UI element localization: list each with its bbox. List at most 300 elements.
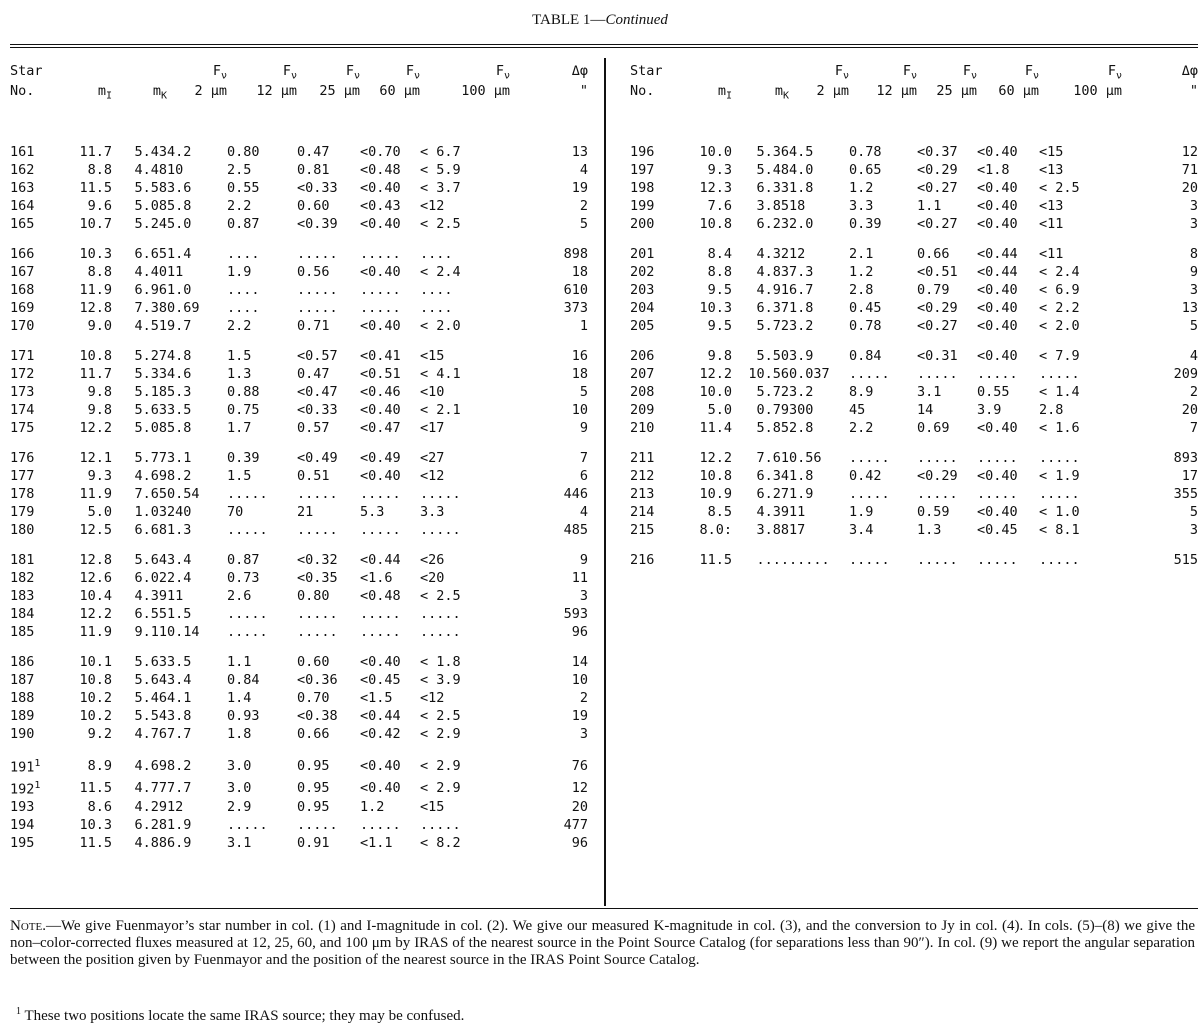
cell-delta-phi: 17 (1181, 468, 1198, 485)
table-row (10, 587, 588, 605)
cell-f-2um: 1.8 (789, 300, 814, 317)
right-header-delta-phi-line1: Δφ (1181, 63, 1198, 79)
cell-f-60um: ..... (360, 300, 401, 317)
cell-f-2um: 3.9 (789, 348, 814, 365)
cell-f-12um: ..... (227, 624, 268, 641)
left-group-gap (10, 233, 588, 245)
cell-m-i: 9.0 (87, 318, 112, 335)
cell-f-2um: 1.5 (167, 606, 192, 623)
cell-f-60um: <0.44 (360, 552, 401, 569)
cell-f-12um: ..... (227, 486, 268, 503)
cell-f-100um: < 2.4 (420, 264, 461, 281)
cell-delta-phi: 96 (571, 835, 588, 852)
cell-star-no: 207 (630, 366, 655, 383)
cell-m-i: 9.5 (707, 282, 732, 299)
cell-star-no: 180 (10, 522, 35, 539)
cell-delta-phi: 9 (1189, 264, 1198, 281)
cell-f-12um: 0.65 (849, 162, 882, 179)
left-header-f-25um-line1: $F_\nu$ (345, 63, 360, 82)
cell-star-no: 172 (10, 366, 35, 383)
right-header-m-k-line2: $m_K$ (774, 82, 789, 102)
table-row (10, 383, 588, 401)
cell-m-k: 6.68 (134, 522, 167, 539)
cell-m-i: 9.8 (87, 402, 112, 419)
right-header-m-i-line2: $m_I$ (717, 82, 732, 102)
cell-star-no: 197 (630, 162, 655, 179)
cell-f-25um: <0.49 (297, 450, 338, 467)
cell-f-25um: 0.80 (297, 588, 330, 605)
cell-f-25um: <0.33 (297, 180, 338, 197)
table-row (630, 485, 1198, 503)
cell-delta-phi: 373 (563, 300, 588, 317)
cell-f-12um: 0.78 (849, 144, 882, 161)
cell-f-2um: 2.4 (167, 570, 192, 587)
left-header-m-i-line1 (60, 64, 112, 84)
cell-f-60um: <0.40 (977, 300, 1018, 317)
cell-f-60um: <0.40 (360, 468, 401, 485)
cell-delta-phi: 2 (579, 198, 588, 215)
cell-m-k: 4.32 (756, 246, 789, 263)
cell-m-i: 11.5 (79, 779, 112, 796)
cell-delta-phi: 477 (563, 817, 588, 834)
cell-m-i: 11.4 (699, 420, 732, 437)
table-row (630, 503, 1198, 521)
cell-star-no: 208 (630, 384, 655, 401)
cell-f-12um: 1.8 (227, 726, 252, 743)
left-header-f-25um-line2: 25 μm (319, 82, 360, 99)
cell-m-i: 5.0 (87, 504, 112, 521)
cell-f-60um: <0.45 (360, 672, 401, 689)
cell-f-100um: <26 (420, 552, 445, 569)
cell-delta-phi: 610 (563, 282, 588, 299)
cell-f-12um: 3.4 (849, 522, 874, 539)
cell-f-25um: 0.79 (917, 282, 950, 299)
cell-f-100um: <12 (420, 198, 445, 215)
cell-delta-phi: 5 (1189, 318, 1198, 335)
cell-f-60um: <0.40 (977, 282, 1018, 299)
cell-f-12um: 1.2 (849, 180, 874, 197)
cell-f-25um: 0.71 (297, 318, 330, 335)
cell-m-k: 5.24 (134, 216, 167, 233)
table-row (10, 623, 588, 641)
table-row (10, 263, 588, 281)
cell-delta-phi: 5 (579, 216, 588, 233)
cell-f-60um: <0.40 (977, 468, 1018, 485)
cell-star-no: 163 (10, 180, 35, 197)
cell-m-i: 11.5 (79, 180, 112, 197)
cell-f-100um: < 2.5 (1039, 180, 1080, 197)
cell-m-k: 9.11 (134, 624, 167, 641)
cell-f-25um: <0.39 (297, 216, 338, 233)
cell-m-k: .... (756, 552, 789, 569)
cell-delta-phi: 3 (1189, 198, 1198, 215)
table-row (630, 365, 1198, 383)
cell-f-12um: 0.73 (227, 570, 260, 587)
cell-f-100um: <15 (1039, 144, 1064, 161)
cell-m-i: 10.0 (699, 384, 732, 401)
cell-delta-phi: 19 (571, 180, 588, 197)
left-table-panel (10, 64, 600, 852)
cell-f-60um: <0.40 (977, 420, 1018, 437)
cell-f-2um: 8.2 (167, 758, 192, 775)
cell-f-60um: <0.70 (360, 144, 401, 161)
cell-f-100um: <20 (420, 570, 445, 587)
cell-m-i: 11.5 (699, 552, 732, 569)
cell-f-12um: .... (227, 246, 260, 263)
table-row (10, 503, 588, 521)
left-header-star-no-line1: Star (10, 63, 43, 79)
right-header-delta-phi-line2: " (1189, 82, 1198, 99)
cell-delta-phi: 20 (1181, 402, 1198, 419)
table-row (10, 551, 588, 569)
right-table-panel (630, 64, 1198, 569)
cell-f-2um: 300 (789, 402, 814, 419)
cell-f-60um: ..... (360, 624, 401, 641)
cell-m-i: 10.8 (699, 468, 732, 485)
cell-m-i: 10.0 (699, 144, 732, 161)
cell-m-k: 4.88 (134, 835, 167, 852)
table-row (10, 347, 588, 365)
cell-m-k: 5.46 (134, 690, 167, 707)
left-header-m-k-line1 (112, 64, 167, 84)
cell-f-100um: < 6.7 (420, 144, 461, 161)
right-header-m-i-line1 (680, 64, 732, 84)
cell-star-no: 169 (10, 300, 35, 317)
cell-m-i: 10.8 (79, 348, 112, 365)
cell-f-60um: <0.40 (977, 144, 1018, 161)
cell-delta-phi: 446 (563, 486, 588, 503)
cell-star-no: 166 (10, 246, 35, 263)
right-group-gap (630, 539, 1198, 551)
cell-star-no: 203 (630, 282, 655, 299)
cell-star-no: 177 (10, 468, 35, 485)
cell-f-100um: < 2.2 (1039, 300, 1080, 317)
table-row (10, 317, 588, 335)
cell-m-k: 6.28 (134, 817, 167, 834)
cell-m-i: 9.6 (87, 198, 112, 215)
cell-f-100um: < 2.9 (420, 726, 461, 743)
cell-delta-phi: 12 (1181, 144, 1198, 161)
cell-m-i: 8.6 (87, 799, 112, 816)
cell-f-25um: 0.81 (297, 162, 330, 179)
cell-f-60um: <0.44 (977, 264, 1018, 281)
cell-m-i: 10.2 (79, 690, 112, 707)
cell-f-2um: 1.9 (167, 817, 192, 834)
cell-f-25um: <0.32 (297, 552, 338, 569)
cell-f-25um: 0.66 (917, 246, 950, 263)
cell-f-2um: 2.0 (789, 216, 814, 233)
table-row (630, 263, 1198, 281)
cell-f-25um: 0.59 (917, 504, 950, 521)
cell-m-k: 7.61 (756, 450, 789, 467)
cell-star-no: 184 (10, 606, 35, 623)
cell-m-i: 8.5 (707, 504, 732, 521)
table-row (10, 569, 588, 587)
cell-m-k: 4.39 (756, 504, 789, 521)
cell-m-i: 10.3 (79, 817, 112, 834)
cell-f-100um: <15 (420, 348, 445, 365)
cell-f-60um: <0.40 (977, 348, 1018, 365)
cell-f-25um: 0.95 (297, 758, 330, 775)
cell-m-i: 11.7 (79, 144, 112, 161)
cell-f-2um: 11 (167, 588, 184, 605)
cell-f-25um: <0.37 (917, 144, 958, 161)
left-group-gap (10, 539, 588, 551)
cell-star-no: $192^1$ (10, 779, 41, 798)
top-rule-1 (10, 44, 1198, 45)
cell-star-no: 164 (10, 198, 35, 215)
cell-m-i: 9.8 (87, 384, 112, 401)
cell-f-2um: 0.69 (167, 300, 200, 317)
cell-delta-phi: 898 (563, 246, 588, 263)
cell-f-12um: 1.4 (227, 690, 252, 707)
table-title-continued: Continued (605, 12, 668, 28)
cell-f-12um: ..... (849, 486, 890, 503)
cell-f-2um: 4.2 (167, 144, 192, 161)
cell-star-no: 178 (10, 486, 35, 503)
cell-m-i: 7.6 (707, 198, 732, 215)
cell-f-2um: 3.8 (167, 708, 192, 725)
cell-f-12um: 0.87 (227, 216, 260, 233)
cell-f-100um: < 8.1 (1039, 522, 1080, 539)
cell-m-k: 4.51 (134, 318, 167, 335)
cell-f-2um: 10 (167, 162, 184, 179)
cell-f-100um: < 1.8 (420, 654, 461, 671)
cell-f-2um: 3.4 (167, 672, 192, 689)
table-row (10, 725, 588, 743)
cell-f-12um: 2.9 (227, 799, 252, 816)
cell-f-100um: < 6.9 (1039, 282, 1080, 299)
cell-delta-phi: 11 (571, 570, 588, 587)
cell-star-no: 211 (630, 450, 655, 467)
cell-star-no: 210 (630, 420, 655, 437)
cell-f-60um: <0.40 (977, 318, 1018, 335)
table-row (10, 245, 588, 263)
cell-star-no: 198 (630, 180, 655, 197)
footnote-mark: 1 (16, 1006, 21, 1017)
cell-f-25um: 0.95 (297, 779, 330, 796)
cell-f-60um: <0.40 (977, 180, 1018, 197)
cell-f-2um: ..... (789, 552, 830, 569)
cell-f-100um: <27 (420, 450, 445, 467)
cell-f-60um: <0.46 (360, 384, 401, 401)
cell-star-no: 187 (10, 672, 35, 689)
cell-delta-phi: 5 (579, 384, 588, 401)
top-rule-2 (10, 47, 1198, 48)
cell-f-100um: ..... (420, 486, 461, 503)
cell-f-2um: 8.2 (167, 468, 192, 485)
cell-m-i: 10.2 (79, 708, 112, 725)
right-header-star-no-line1: Star (630, 63, 663, 79)
table-row (630, 245, 1198, 263)
cell-f-2um: 1.8 (789, 180, 814, 197)
cell-star-no: 171 (10, 348, 35, 365)
cell-f-12um: 45 (849, 402, 866, 419)
cell-f-25um: ..... (297, 624, 338, 641)
cell-f-12um: ..... (227, 817, 268, 834)
cell-f-100um: < 5.9 (420, 162, 461, 179)
table-row (630, 467, 1198, 485)
cell-f-2um: 5.3 (167, 384, 192, 401)
cell-f-2um: 3.1 (167, 450, 192, 467)
cell-star-no: 216 (630, 552, 655, 569)
cell-f-12um: 1.1 (227, 654, 252, 671)
cell-f-2um: 3.6 (167, 180, 192, 197)
left-header-delta-phi-line2: " (579, 82, 588, 99)
cell-f-60um: ..... (360, 246, 401, 263)
cell-m-k: 3.88 (756, 522, 789, 539)
cell-star-no: 193 (10, 799, 35, 816)
cell-f-25um: <0.36 (297, 672, 338, 689)
column-divider (604, 58, 606, 906)
cell-f-25um: ..... (297, 522, 338, 539)
cell-star-no: 179 (10, 504, 35, 521)
cell-f-60um: <1.1 (360, 835, 393, 852)
cell-delta-phi: 96 (571, 624, 588, 641)
cell-f-100um: .... (420, 300, 453, 317)
cell-f-12um: 0.84 (849, 348, 882, 365)
cell-f-12um: 2.2 (227, 318, 252, 335)
cell-f-2um: 240 (167, 504, 192, 521)
cell-delta-phi: 20 (1181, 180, 1198, 197)
table-note (10, 918, 1195, 969)
cell-delta-phi: 6 (579, 468, 588, 485)
right-header-m-k-line1 (732, 64, 789, 84)
cell-f-25um: <0.31 (917, 348, 958, 365)
cell-m-i: 9.3 (87, 468, 112, 485)
cell-delta-phi: 19 (571, 708, 588, 725)
cell-f-25um: 1.3 (917, 522, 942, 539)
cell-f-25um: ..... (297, 817, 338, 834)
cell-m-k: 6.37 (756, 300, 789, 317)
left-header-m-k-line2: $m_K$ (152, 82, 167, 102)
cell-f-2um: 6.9 (167, 835, 192, 852)
cell-f-25um: 0.60 (297, 198, 330, 215)
cell-m-k: 5.63 (134, 654, 167, 671)
cell-f-25um: <0.27 (917, 216, 958, 233)
cell-f-25um: 0.70 (297, 690, 330, 707)
cell-f-12um: 0.75 (227, 402, 260, 419)
cell-star-no: 206 (630, 348, 655, 365)
table-title-main: TABLE 1— (532, 12, 606, 28)
cell-m-k: 5.08 (134, 198, 167, 215)
right-header-f-100um-line1: $F_\nu$ (1107, 63, 1122, 82)
table-row (10, 605, 588, 623)
cell-f-100um: ..... (1039, 552, 1080, 569)
cell-f-25um: <0.51 (917, 264, 958, 281)
table-row (10, 365, 588, 383)
cell-m-i: 8.4 (707, 246, 732, 263)
bottom-rule (10, 908, 1198, 909)
cell-f-25um: <0.33 (297, 402, 338, 419)
cell-f-2um: 3.5 (167, 654, 192, 671)
cell-f-60um: <0.40 (360, 216, 401, 233)
cell-f-2um: 17 (789, 522, 806, 539)
cell-f-60um: <0.47 (360, 420, 401, 437)
cell-m-k: 6.02 (134, 570, 167, 587)
cell-f-100um: < 1.4 (1039, 384, 1080, 401)
cell-f-12um: 0.84 (227, 672, 260, 689)
cell-f-2um: 1.3 (167, 522, 192, 539)
cell-m-k: 5.36 (756, 144, 789, 161)
cell-m-k: 5.64 (134, 672, 167, 689)
cell-f-60um: 3.9 (977, 402, 1002, 419)
cell-f-100um: < 4.1 (420, 366, 461, 383)
cell-delta-phi: 71 (1181, 162, 1198, 179)
cell-m-i: 11.9 (79, 282, 112, 299)
table-row (630, 551, 1198, 569)
cell-f-12um: 0.39 (849, 216, 882, 233)
cell-f-12um: 1.5 (227, 348, 252, 365)
cell-f-100um: .... (420, 282, 453, 299)
cell-f-100um: .... (420, 246, 453, 263)
cell-m-i: 12.2 (699, 450, 732, 467)
table-row (10, 449, 588, 467)
cell-m-k: 4.69 (134, 758, 167, 775)
cell-f-12um: 1.5 (227, 468, 252, 485)
cell-star-no: 167 (10, 264, 35, 281)
cell-f-25um: ..... (297, 300, 338, 317)
cell-f-100um: <15 (420, 799, 445, 816)
cell-f-12um: 70 (227, 504, 244, 521)
cell-f-25um: ..... (297, 486, 338, 503)
cell-m-i: 8.9 (87, 758, 112, 775)
cell-f-12um: 0.55 (227, 180, 260, 197)
cell-f-2um: 1.8 (789, 468, 814, 485)
cell-m-i: 10.8 (699, 216, 732, 233)
cell-f-12um: 2.6 (227, 588, 252, 605)
cell-m-k: 5.18 (134, 384, 167, 401)
cell-f-60um: <1.6 (360, 570, 393, 587)
cell-f-12um: 1.9 (227, 264, 252, 281)
cell-m-k: 4.69 (134, 468, 167, 485)
left-header-f-60um-line1: $F_\nu$ (405, 63, 420, 82)
cell-f-12um: 0.39 (227, 450, 260, 467)
cell-f-25um: ..... (917, 486, 958, 503)
cell-m-i: 10.7 (79, 216, 112, 233)
cell-f-100um: <13 (1039, 198, 1064, 215)
cell-delta-phi: 18 (571, 366, 588, 383)
cell-m-k: 5.72 (756, 318, 789, 335)
cell-m-k: 4.76 (134, 726, 167, 743)
cell-f-12um: 8.9 (849, 384, 874, 401)
table-row (10, 299, 588, 317)
cell-f-12um: 1.9 (849, 504, 874, 521)
cell-m-k: 4.83 (756, 264, 789, 281)
cell-f-100um: < 1.9 (1039, 468, 1080, 485)
cell-f-2um: 3.5 (167, 402, 192, 419)
cell-f-25um: ..... (297, 246, 338, 263)
table-row (630, 215, 1198, 233)
cell-f-12um: ..... (849, 366, 890, 383)
cell-m-i: 12.3 (699, 180, 732, 197)
cell-m-i: 12.5 (79, 522, 112, 539)
cell-f-60um: <1.8 (977, 162, 1010, 179)
cell-f-2um: 7.7 (167, 779, 192, 796)
cell-f-12um: 3.3 (849, 198, 874, 215)
table-row (10, 401, 588, 419)
cell-star-no: 202 (630, 264, 655, 281)
cell-m-k: 6.23 (756, 216, 789, 233)
cell-f-25um: 0.47 (297, 144, 330, 161)
cell-f-2um: 4.0 (789, 162, 814, 179)
cell-m-i: 11.9 (79, 624, 112, 641)
cell-star-no: 188 (10, 690, 35, 707)
cell-f-100um: ..... (420, 606, 461, 623)
cell-m-k: 5.63 (134, 402, 167, 419)
cell-m-i: 12.6 (79, 570, 112, 587)
cell-m-i: 12.1 (79, 450, 112, 467)
